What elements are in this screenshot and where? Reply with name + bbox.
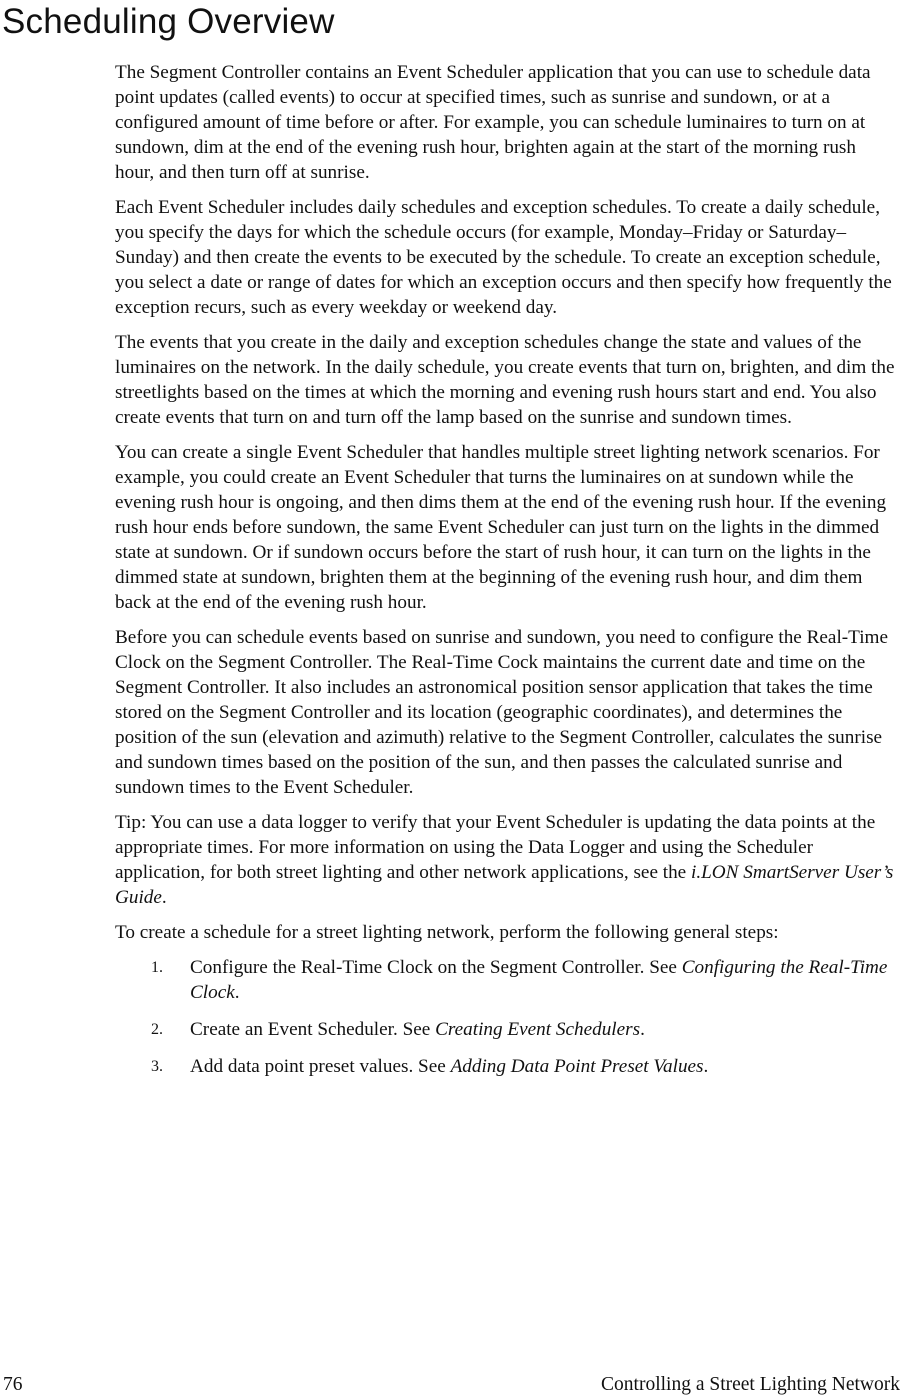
tip-paragraph [115,810,897,910]
tip-text: Tip: You can use a data logger to verify that your Event Scheduler is updating the data points at the appropriate times. For more information on using the Data Logger and using the Scheduler application, for both street lighting and other network applications, see the [115,812,876,883]
list-item [115,955,897,1005]
tip-end: . [161,887,167,908]
steps-list [115,955,897,1079]
page-number: 76 [3,1374,23,1395]
list-item [115,1054,897,1079]
list-item [115,1017,897,1042]
page-title: Scheduling Overview [2,2,335,41]
steps-intro: To create a schedule for a street lighting network, perform the following general steps: [115,922,779,943]
paragraph: Each Event Scheduler includes daily schedules and exception schedules. To create a daily schedule, you specify the days for which the schedule occurs (for example, Monday–Friday or Saturday–Sunday) and then create the events to be executed by the schedule. To create an exception schedule, you select a date or range of dates for which an exception occurs and then specify how frequently the exception recurs, such as every weekday or weekend day. [115,197,892,318]
step-text: Configure the Real-Time Clock on the Segment Controller. See [190,957,682,978]
step-end: . [703,1056,709,1077]
step-number: 2. [151,1021,163,1038]
body-text [115,60,897,1091]
step-reference: Adding Data Point Preset Values [450,1056,704,1077]
step-reference: Configuring the Real-Time Clock [190,957,888,1003]
step-end: . [640,1019,645,1040]
tip-reference: i.LON SmartServer User’s Guide [115,862,894,908]
step-reference: Creating Event Schedulers [435,1019,641,1040]
page-footer [3,1374,900,1396]
paragraph: Before you can schedule events based on sunrise and sundown, you need to configure the Real-Time Clock on the Segment Controller. The Real-Time Cock maintains the current date and time on the Segment Controller. It also includes an astronomical position sensor application that takes the time stored on the Segment Controller and its location (geographic coordinates), and determines the position of the sun (elevation and azimuth) relative to the Segment Controller, calculates the sunrise and sundown times based on the position of the sun, and then passes the calculated sunrise and sundown times to the Event Scheduler. [115,627,888,798]
step-text: Create an Event Scheduler. See [190,1019,436,1040]
paragraph: The Segment Controller contains an Event Scheduler application that you can use to schedule data point updates (called events) to occur at specified times, such as sunrise and sundown, or at a configured amount of time before or after. For example, you can schedule luminaires to turn on at sundown, dim at the end of the evening rush hour, brighten again at the start of the morning rush hour, and then turn off at sunrise. [115,62,871,183]
paragraph: You can create a single Event Scheduler that handles multiple street lighting network scenarios. For example, you could create an Event Scheduler that turns the luminaires on at sundown while the evening rush hour is ongoing, and then dims them at the end of the evening rush hour. If the evening rush hour ends before sundown, the same Event Scheduler can just turn on the lights in the dimmed state at sundown. Or if sundown occurs before the start of rush hour, it can turn on the lights in the dimmed state at sundown, brighten them at the beginning of the evening rush hour, and dim them back at the end of the evening rush hour. [115,442,887,613]
step-number: 1. [151,959,163,976]
step-end: . [234,982,240,1003]
paragraph: The events that you create in the daily and exception schedules change the state and values of the luminaires on the network. In the daily schedule, you create events that turn on, brighten, and dim the streetlights based on the times at which the morning and evening rush hours start and end. You also create events that turn on and turn off the lamp based on the sunrise and sundown times. [115,332,895,428]
step-text: Add data point preset values. See [190,1056,451,1077]
chapter-title: Controlling a Street Lighting Network [601,1374,900,1395]
step-number: 3. [151,1058,163,1075]
